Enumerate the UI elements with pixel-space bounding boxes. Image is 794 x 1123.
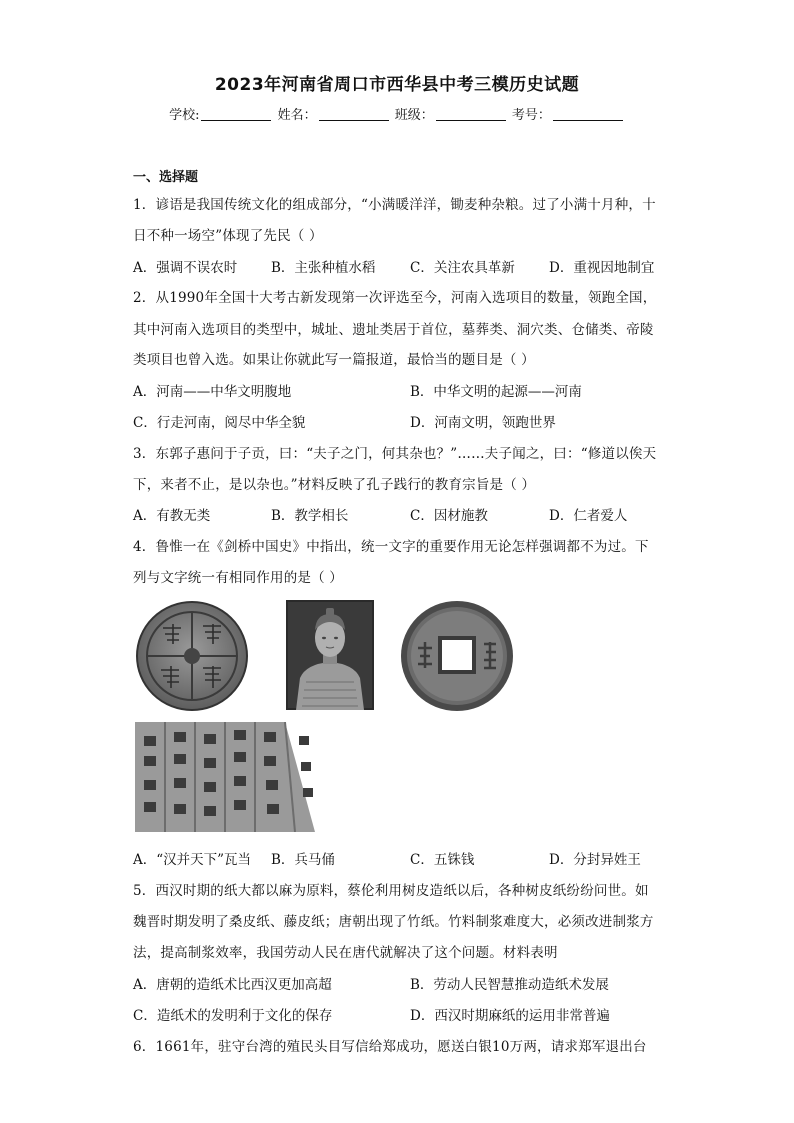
q1-option-c[interactable]: C．关注农具革新 — [410, 260, 515, 276]
q5-stem-line2: 魏晋时期发明了桑皮纸、藤皮纸；唐朝出现了竹纸。竹料制浆难度大，必须改进制浆方 — [133, 914, 654, 930]
q1-stem-line2: 日不种一场空”体现了先民（ ） — [133, 228, 323, 244]
q2-option-c[interactable]: C．行走河南，阅尽中华全貌 — [133, 415, 306, 431]
bamboo-slip-image — [135, 722, 327, 832]
q3-option-d[interactable]: D．仁者爱人 — [549, 508, 628, 524]
page-title: 2023年河南省周口市西华县中考三模历史试题 — [214, 75, 580, 95]
tile-end-image — [133, 598, 251, 713]
q5-option-b[interactable]: B．劳动人民智慧推动造纸术发展 — [410, 977, 609, 993]
q3-option-a[interactable]: A．有教无类 — [133, 508, 211, 524]
q5-stem-line1: 5．西汉时期的纸大都以麻为原料，蔡伦利用树皮造纸以后，各种树皮纸纷纷问世。如 — [133, 883, 649, 899]
q1-option-a[interactable]: A．强调不误农时 — [133, 260, 238, 276]
q2-stem-line1: 2．从1990年全国十大考古新发现第一次评选至今，河南入选项目的数量，领跑全国， — [133, 290, 657, 306]
q4-option-b[interactable]: B．兵马俑 — [271, 852, 335, 868]
q1-option-d[interactable]: D．重视因地制宜 — [549, 260, 655, 276]
q6-stem-line1: 6．1661年，驻守台湾的殖民头目写信给郑成功，愿送白银10万两，请求郑军退出台 — [133, 1039, 647, 1055]
exam-no-label: 考号： — [511, 108, 551, 123]
q4-stem-line1: 4．鲁惟一在《剑桥中国史》中指出，统一文字的重要作用无论怎样强调都不为过。下 — [133, 539, 649, 555]
name-label: 姓名： — [277, 108, 317, 123]
q5-option-d[interactable]: D．西汉时期麻纸的运用非常普遍 — [410, 1008, 610, 1024]
q2-option-b[interactable]: B．中华文明的起源——河南 — [410, 384, 582, 400]
q2-option-d[interactable]: D．河南文明，领跑世界 — [410, 415, 556, 431]
q5-option-c[interactable]: C．造纸术的发明利于文化的保存 — [133, 1008, 333, 1024]
q3-stem-line2: 下，来者不止，是以杂也。”材料反映了孔子践行的教育宗旨是（ ） — [133, 477, 536, 493]
q4-stem-line2: 列与文字统一有相同作用的是（ ） — [133, 570, 343, 586]
class-label: 班级： — [394, 108, 434, 123]
q5-option-a[interactable]: A．唐朝的造纸术比西汉更加高超 — [133, 977, 332, 993]
student-info-line — [0, 104, 794, 123]
q1-stem-line1: 1．谚语是我国传统文化的组成部分，“小满暖洋洋，锄麦种杂粮。过了小满十月种，十 — [133, 197, 656, 213]
school-blank[interactable] — [201, 107, 271, 121]
wuzhu-coin-image — [398, 598, 516, 713]
terracotta-warrior-image — [286, 600, 374, 710]
q1-option-b[interactable]: B．主张种植水稻 — [271, 260, 376, 276]
class-blank[interactable] — [436, 107, 506, 121]
exam-no-blank[interactable] — [553, 107, 623, 121]
name-blank[interactable] — [319, 107, 389, 121]
q2-option-a[interactable]: A．河南——中华文明腹地 — [133, 384, 292, 400]
q4-option-d[interactable]: D．分封异姓王 — [549, 852, 641, 868]
school-label: 学校: — [169, 108, 200, 123]
q2-stem-line3: 类项目也曾入选。如果让你就此写一篇报道，最恰当的题目是（ ） — [133, 352, 535, 368]
q4-option-a[interactable]: A．“汉并天下”瓦当 — [133, 852, 252, 868]
q3-option-b[interactable]: B．教学相长 — [271, 508, 349, 524]
q4-option-c[interactable]: C．五铢钱 — [410, 852, 475, 868]
section-heading: 一、选择题 — [133, 170, 199, 185]
q2-stem-line2: 其中河南入选项目的类型中，城址、遗址类居于首位，墓葬类、洞穴类、仓储类、帝陵 — [133, 322, 654, 338]
q5-stem-line3: 法，提高制浆效率，我国劳动人民在唐代就解决了这个问题。材料表明 — [133, 945, 558, 961]
q3-stem-line1: 3．东郭子惠问于子贡，曰：“夫子之门，何其杂也？”……夫子闻之，曰：“修道以俟天 — [133, 446, 657, 462]
q3-option-c[interactable]: C．因材施教 — [410, 508, 488, 524]
